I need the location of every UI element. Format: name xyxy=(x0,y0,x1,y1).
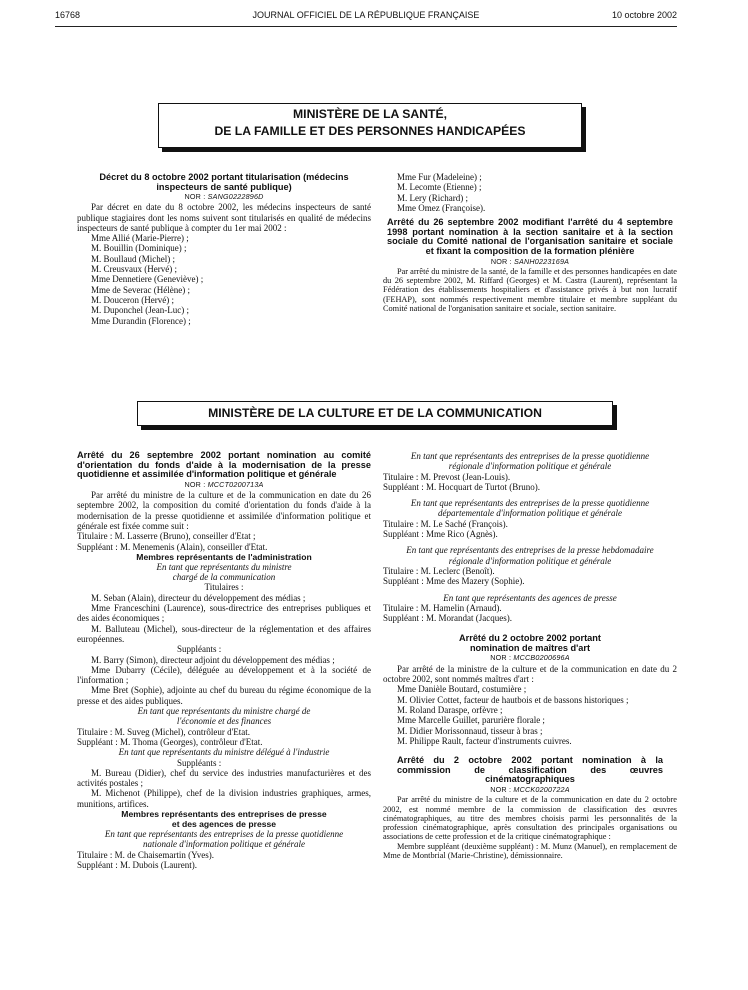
sub-presse-hebdomadaire: En tant que représentants des entreprises de la presse hebdomadaire régionale d'information politique et générale xyxy=(406,545,654,566)
agences-suppleant: Suppléant : M. Morandat (Jacques). xyxy=(383,613,512,624)
titularisation-names-list xyxy=(77,233,371,326)
section-admin-heading: Membres représentants de l'administration xyxy=(136,551,312,562)
sub-presse-departementale: En tant que représentants des entreprises de la presse quotidienne départementale d'information politique et générale xyxy=(410,498,650,519)
pqn-suppleant: Suppléant : M. Dubois (Laurent). xyxy=(77,859,197,870)
list-item: Mme Dennetiere (Geneviève) ; xyxy=(91,274,204,285)
list-item: M. Douceron (Hervé) ; xyxy=(91,294,174,305)
list-item: M. Creusvaux (Hervé) ; xyxy=(91,264,177,275)
pqr-titulaire: Titulaire : M. Prevost (Jean-Louis). xyxy=(383,471,511,482)
journal-title: JOURNAL OFFICIEL DE LA RÉPUBLIQUE FRANÇAISE xyxy=(252,10,480,20)
spacer xyxy=(383,623,677,633)
list-item: Mme Franceschini (Laurence), sous-directrice des entreprises publiques et des aides économiques ; xyxy=(77,603,371,624)
issue-date: 10 octobre 2002 xyxy=(611,10,677,20)
nor-code: MCCT0200713A xyxy=(207,479,264,489)
sub-presse-nationale: En tant que représentants des entreprises de la presse quotidienne nationale d'information politique et générale xyxy=(104,828,344,850)
list-item: M. Bureau (Didier), chef du service des industries manufacturières et des activités postales ; xyxy=(77,767,371,789)
sub-agences-presse: En tant que représentants des agences de presse xyxy=(443,592,617,603)
agences-titulaire: Titulaire : M. Hamelin (Arnaud). xyxy=(383,602,502,613)
ministry-sante-line1: MINISTÈRE DE LA SANTÉ, xyxy=(293,107,447,121)
ministry-sante-line2: DE LA FAMILLE ET DES PERSONNES HANDICAPÉES xyxy=(214,124,526,138)
sub-presse-regionale: En tant que représentants des entreprises de la presse quotidienne régionale d'information politique et générale xyxy=(410,451,650,472)
list-item: M. Balluteau (Michel), sous-directeur de la réglementation et des affaires européennes. xyxy=(77,623,371,644)
list-item: M. Duponchel (Jean-Luc) ; xyxy=(91,305,189,316)
sub-ministre-economie: En tant que représentants du ministre chargé de l'économie et des finances xyxy=(137,706,311,727)
pqn-titulaire: Titulaire : M. de Chaisemartin (Yves). xyxy=(77,849,214,860)
ministry-culture-box xyxy=(137,401,613,426)
industrie-suppleants-label: Suppléants : xyxy=(177,757,222,768)
list-item: Mme Fur (Madeleine) ; xyxy=(397,172,482,182)
arrete-cinema-intro: Par arrêté du ministre de la culture et de la communication en date du 2 octobre 2002, est nommé membre de la commission de classification des œuvres cinématographiques, au titre des membres choisis parmi les personnalités de la profession cinématographique, après consultation des principales organisations ou associations de cette profession et de la critique cinématographique : xyxy=(383,795,677,842)
titularisation-names-continued xyxy=(383,172,677,213)
titulaires-label: Titulaires : xyxy=(204,582,244,593)
page-number: 16768 xyxy=(55,10,81,20)
ministry-sante-box xyxy=(158,103,582,148)
nor-line xyxy=(383,785,677,795)
nor-label: NOR : xyxy=(184,192,206,201)
list-item: Mme de Severac (Hélène) ; xyxy=(91,284,190,295)
sub-ministre-industrie: En tant que représentants du ministre délégué à l'industrie xyxy=(118,747,330,758)
nor-label: NOR : xyxy=(184,479,206,489)
nor-label: NOR : xyxy=(490,653,512,663)
arrete-maitres-intro: Par arrêté de la ministre de la culture et de la communication en date du 2 octobre 2002, sont nommés maîtres d'art : xyxy=(383,663,677,685)
pqd-titulaire: Titulaire : M. Le Saché (François). xyxy=(383,518,508,529)
list-item: M. Seban (Alain), directeur du développement des médias ; xyxy=(91,592,306,603)
list-item: M. Lery (Richard) ; xyxy=(397,192,468,203)
list-item: Mme Bret (Sophie), adjointe au chef du bureau du régime économique de la presse et des aides publiques. xyxy=(77,685,371,706)
sante-right-column xyxy=(383,172,677,313)
list-item: Mme Allié (Marie-Pierre) ; xyxy=(91,233,189,244)
nor-line xyxy=(77,480,371,490)
nor-code: MCCK0200722A xyxy=(513,784,570,794)
nor-line xyxy=(383,653,677,663)
arrete-maitres-title: Arrêté du 2 octobre 2002 portant nomination de maîtres d'art xyxy=(459,633,601,654)
section-entreprises-heading: Membres représentants des entreprises de presse et des agences de presse xyxy=(121,808,327,829)
list-item: M. Barry (Simon), directeur adjoint du développement des médias ; xyxy=(91,654,335,665)
decret-titularisation-intro: Par décret en date du 8 octobre 2002, les médecins inspecteurs de santé publique stagiaires dont les noms suivent sont titularisés en qualité de médecins inspecteurs de santé publique à compter du 1er mai 2002 : xyxy=(77,202,371,233)
arrete-presse-intro: Par arrêté du ministre de la culture et de la communication en date du 26 septembre 2002, la composition du comité d'orientation du fonds d'aide à la modernisation de la presse quotidienne et assimilée d'information politique et générale est fixée comme suit : xyxy=(77,490,371,531)
economie-titulaire: Titulaire : M. Suveg (Michel), contrôleur d'Etat. xyxy=(77,726,251,737)
nor-label: NOR : xyxy=(490,784,512,794)
nor-code: SANH0223169A xyxy=(514,256,570,266)
arrete-cinema-title: Arrêté du 2 octobre 2002 portant nomination à la commission de classification des œuvres cinématographiques xyxy=(397,755,663,785)
list-item: M. Lecomte (Etienne) ; xyxy=(397,182,482,193)
arrete-fehap-title: Arrêté du 26 septembre 2002 modifiant l'arrêté du 4 septembre 1998 portant nomination à la section sanitaire et à la section sociale du Comité national de l'organisation sanitaire et sociale et fixant la composition de la formation plénière xyxy=(387,217,673,256)
list-item: M. Boullaud (Michel) ; xyxy=(91,253,175,264)
list-item: M. Bouillin (Dominique) ; xyxy=(91,243,187,254)
economie-suppleant: Suppléant : M. Thoma (Georges), contrôleur d'Etat. xyxy=(77,736,263,747)
arrete-presse-title: Arrêté du 26 septembre 2002 portant nomination au comité d'orientation du fonds d'aide à la modernisation de la presse quotidienne et assimilée d'information politique et générale xyxy=(77,450,371,480)
nor-line xyxy=(77,192,371,202)
phr-titulaire: Titulaire : M. Leclerc (Benoît). xyxy=(383,565,495,576)
running-header xyxy=(55,10,677,24)
phr-suppleant: Suppléant : Mme des Mazery (Sophie). xyxy=(383,576,525,587)
culture-right-column xyxy=(383,451,677,860)
decret-titularisation-title: Décret du 8 octobre 2002 portant titularisation (médecins inspecteurs de santé publique) xyxy=(99,172,349,192)
list-item: M. Michenot (Philippe), chef de la division industries graphiques, armes, munitions, artifices. xyxy=(77,788,371,809)
president-suppleant: Suppléant : M. Menemenis (Alain), conseiller d'Etat. xyxy=(77,541,268,552)
culture-left-column xyxy=(77,451,371,870)
nor-line xyxy=(383,257,677,267)
list-item: Mme Dubarry (Cécile), déléguée au développement et à la société de l'information ; xyxy=(77,664,371,686)
ministry-culture-line1: MINISTÈRE DE LA CULTURE ET DE LA COMMUNICATION xyxy=(208,406,542,420)
list-item: Mme Omez (Françoise). xyxy=(397,202,486,213)
header-rule xyxy=(55,26,677,27)
pqd-suppleant: Suppléant : Mme Rico (Agnès). xyxy=(383,529,498,540)
arrete-cinema-member: Membre suppléant (deuxième suppléant) : M. Munz (Manuel), en remplacement de Mme de Montbrial (Marie-Christine), démissionnaire. xyxy=(383,841,677,860)
list-item: M. Olivier Cottet, facteur de hautbois et de bassons historiques ; xyxy=(397,694,629,705)
nor-code: MCCB0200696A xyxy=(513,653,570,663)
nor-label: NOR : xyxy=(490,256,512,266)
list-item: Mme Durandin (Florence) ; xyxy=(91,315,191,326)
pqr-suppleant: Suppléant : M. Hocquart de Turtot (Bruno). xyxy=(383,481,540,492)
list-item: M. Philippe Rault, facteur d'instruments cuivres. xyxy=(397,735,572,746)
list-item: M. Didier Morissonnaud, tisseur à bras ; xyxy=(397,725,543,736)
sub-ministre-communication: En tant que représentants du ministre chargé de la communication xyxy=(156,561,292,583)
suppleants-label: Suppléants : xyxy=(177,644,222,655)
nor-code: SANG0222896D xyxy=(207,192,264,201)
list-item: Mme Danièle Boutard, costumière ; xyxy=(397,684,527,695)
sante-left-column xyxy=(77,172,371,326)
arrete-fehap-body: Par arrêté du ministre de la santé, de la famille et des personnes handicapées en date du 26 septembre 2002, M. Riffard (Georges) et M. Castra (Laurent), représentant la Fédération des établissements hospitaliers et d'assistance privés à but non lucratif (FEHAP), sont nommés respectivement membre titulaire et membre suppléant du Comité national de l'organisation sanitaire et sociale, section sanitaire. xyxy=(383,266,677,314)
maitres-list xyxy=(383,684,677,746)
president-titulaire: Titulaire : M. Lasserre (Bruno), conseiller d'Etat ; xyxy=(77,531,256,542)
list-item: M. Roland Daraspe, orfèvre ; xyxy=(397,704,503,715)
list-item: Mme Marcelle Guillet, parurière florale ; xyxy=(397,715,545,726)
